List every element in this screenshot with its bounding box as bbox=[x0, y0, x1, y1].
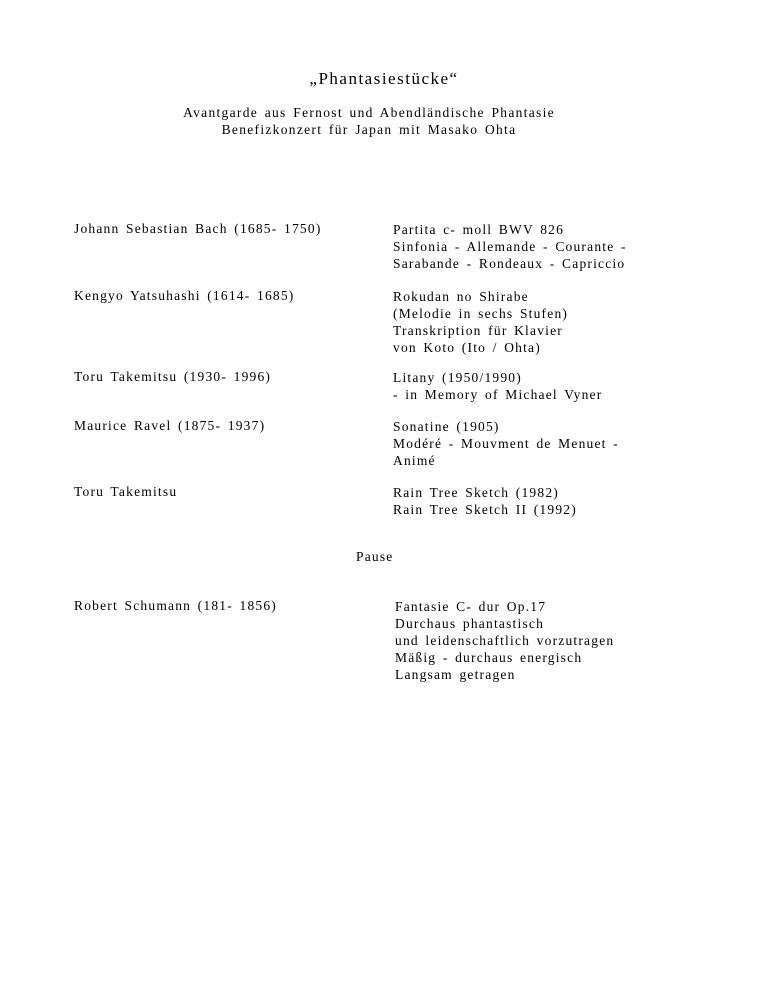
work-line: und leidenschaftlich vorzutragen bbox=[395, 633, 615, 648]
composer-name: Toru Takemitsu bbox=[74, 484, 178, 499]
work-line: Animé bbox=[393, 453, 436, 468]
work-line: Sarabande - Rondeaux - Capriccio bbox=[393, 256, 626, 271]
work-line: Rain Tree Sketch II (1992) bbox=[393, 502, 577, 517]
composer-name: Johann Sebastian Bach (1685- 1750) bbox=[74, 221, 322, 236]
work-line: Sinfonia - Allemande - Courante - bbox=[393, 239, 627, 254]
work-line: Rokudan no Shirabe bbox=[393, 289, 529, 304]
work-description bbox=[393, 484, 577, 518]
work-line: Mäßig - durchaus energisch bbox=[395, 650, 583, 665]
composer-name: Toru Takemitsu (1930- 1996) bbox=[74, 369, 272, 384]
work-description bbox=[393, 288, 568, 356]
work-line: Rain Tree Sketch (1982) bbox=[393, 485, 559, 500]
work-line: Transkription für Klavier bbox=[393, 323, 563, 338]
work-line: Modéré - Mouvment de Menuet - bbox=[393, 436, 619, 451]
work-line: Fantasie C- dur Op.17 bbox=[395, 599, 547, 614]
work-line: Durchaus phantastisch bbox=[395, 616, 545, 631]
concert-subtitle: Avantgarde aus Fernost und Abendländische Phantasie bbox=[183, 105, 555, 120]
work-line: Partita c- moll BWV 826 bbox=[393, 222, 565, 237]
work-line: - in Memory of Michael Vyner bbox=[393, 387, 603, 402]
work-line: Sonatine (1905) bbox=[393, 419, 500, 434]
work-line: Litany (1950/1990) bbox=[393, 370, 522, 385]
work-description bbox=[395, 598, 614, 683]
concert-occasion: Benefizkonzert für Japan mit Masako Ohta bbox=[221, 122, 517, 137]
intermission-label: Pause bbox=[356, 549, 394, 564]
composer-name: Maurice Ravel (1875- 1937) bbox=[74, 418, 266, 433]
composer-name: Robert Schumann (181- 1856) bbox=[74, 598, 277, 613]
concert-title: „Phantasiestücke“ bbox=[309, 69, 459, 88]
work-description bbox=[393, 221, 627, 272]
work-line: Langsam getragen bbox=[395, 667, 516, 682]
work-description bbox=[393, 369, 602, 403]
work-description bbox=[393, 418, 619, 469]
work-line: (Melodie in sechs Stufen) bbox=[393, 306, 569, 321]
composer-name: Kengyo Yatsuhashi (1614- 1685) bbox=[74, 288, 295, 303]
work-line: von Koto (Ito / Ohta) bbox=[393, 340, 541, 355]
